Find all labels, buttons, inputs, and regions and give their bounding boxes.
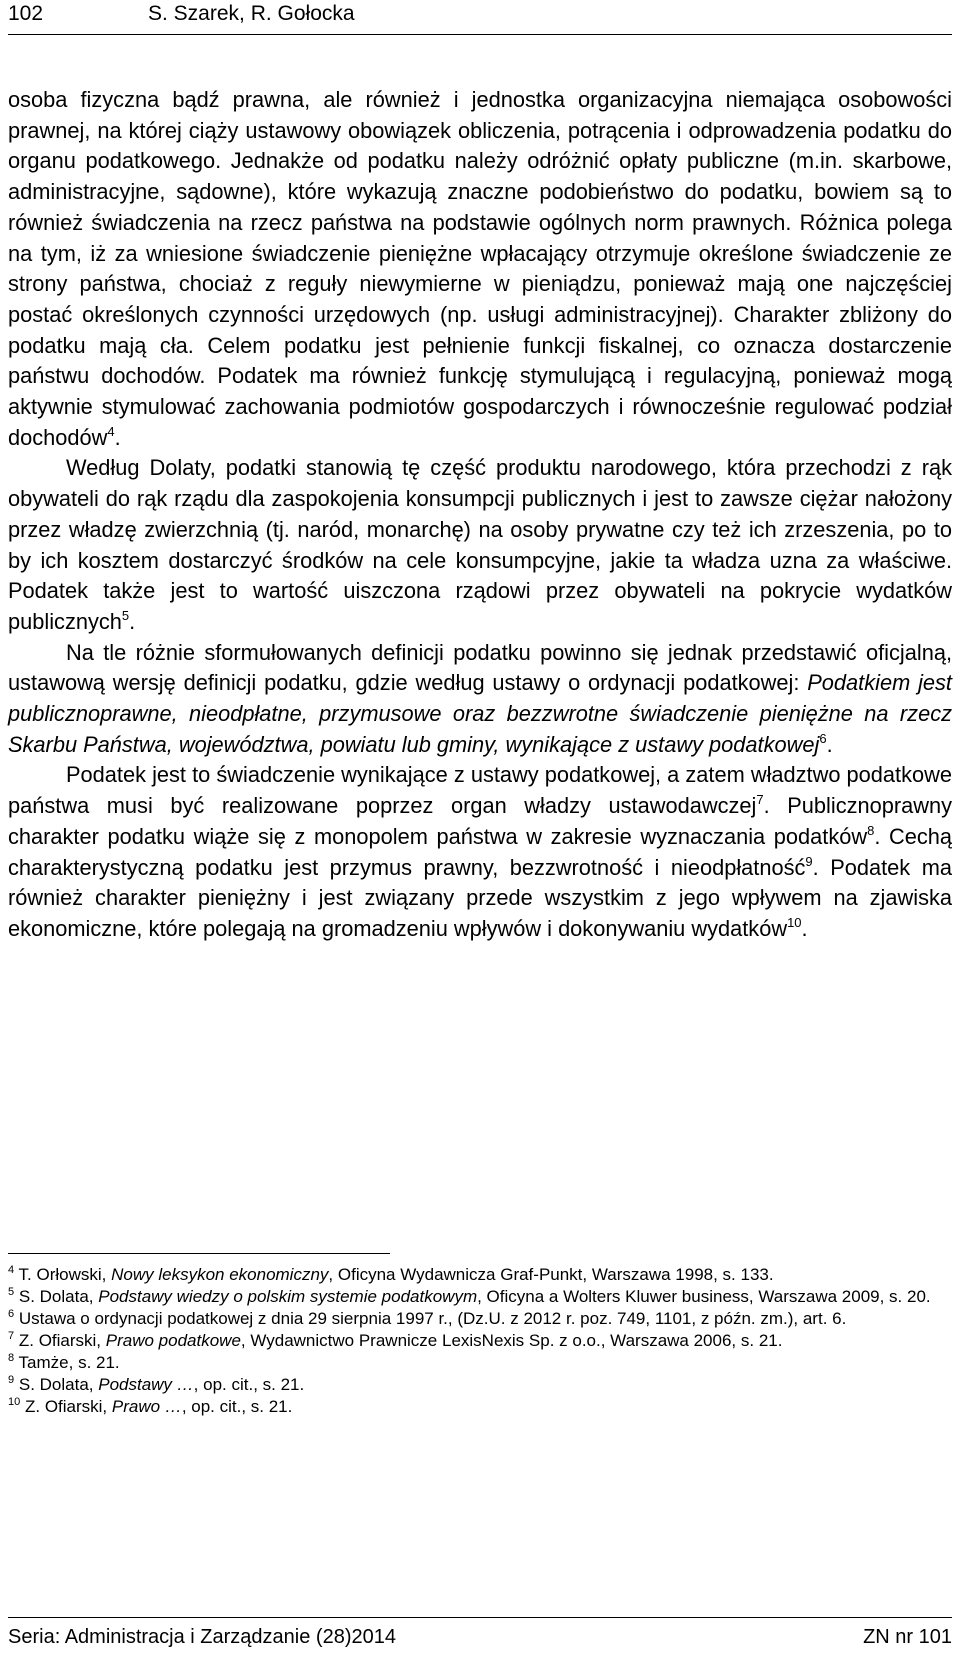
text-run: Ustawa o ordynacji podatkowej z dnia 29 sierpnia 1997 r., (Dz.U. z 2012 r. poz. 749, 1101, z późn. zm.), art. 6.: [18, 1309, 847, 1328]
footnote-ref: 5: [121, 607, 130, 623]
text-run: Z. Ofiarski,: [24, 1397, 112, 1416]
footnote-ref: 10: [787, 914, 802, 930]
page-number: 102: [8, 2, 44, 25]
paragraph: [8, 638, 952, 761]
text-run: Z. Ofiarski,: [18, 1331, 106, 1350]
italic-text: Podatkiem jest publicznoprawne, nieodpłatne, przymusowe oraz bezzwrotne świadczenie pieniężne na rzecz Skarbu Państwa, województwa, powiatu lub gminy, wynikające z ustawy podatkowej: [8, 670, 952, 757]
footnote-ref: 7: [756, 792, 764, 808]
footnote-ref: 9: [805, 853, 813, 869]
italic-text: Prawo podatkowe: [105, 1331, 241, 1350]
footnote-number: 8: [8, 1352, 15, 1364]
text-run: S. Dolata,: [18, 1287, 99, 1306]
text-run: osoba fizyczna bądź prawna, ale również i jednostka organizacyjna niemająca osobowości prawnej, na której ciąży ustawowy obowiązek obliczenia, potrącenia i odprowadzenia podatku do organu podatkowego. Jednakże od podatku należy odróżnić opłaty publiczne (m.in. skarbowe, administracyjne, sądowne), które wykazują znaczne podobieństwo do podatku, bowiem są to również świadczenia na rzecz państwa na podstawie ogólnych norm prawnych. Różnica polega na tym, iż za wniesione świadczenie pieniężne wpłacający otrzymuje określone świadczenie ze strony państwa, chociaż z reguły niewymierne w pieniądzu, ponieważ mają one najczęściej postać określonych czynności urzędowych (np. usługi administracyjnej). Charakter zbliżony do podatku mają cła. Celem podatku jest pełnienie funkcji fiskalnej, co oznacza dostarczenie państwu dochodów. Podatek ma również funkcję stymulującą i regulacyjną, ponieważ mogą aktywnie stymulować zachowania podmiotów gospodarczych i równocześnie regulować podział dochodów: [8, 87, 952, 450]
footnote-ref: 6: [819, 730, 827, 746]
text-run: , Oficyna a Wolters Kluwer business, Warszawa 2009, s. 20.: [477, 1287, 931, 1306]
text-run: S. Dolata,: [18, 1375, 99, 1394]
text-run: .: [129, 608, 136, 634]
text-run: . Podatek ma również charakter pieniężny i jest związany przede wszystkim z jego wpływem na zjawiska ekonomiczne, które polegają na gromadzeniu wpływów i dokonywaniu wydatków: [8, 854, 952, 941]
footnote: [8, 1330, 952, 1352]
footnote-ref: 4: [107, 423, 115, 439]
italic-text: Podstawy …: [98, 1375, 194, 1394]
paragraph: [8, 85, 952, 453]
footnote-number: 10: [8, 1396, 21, 1408]
footnote-number: 9: [8, 1374, 15, 1386]
text-run: . Cechą charakterystyczną podatku jest przymus prawny, bezzwrotność i nieodpłatność: [8, 823, 952, 880]
paragraph: [8, 453, 952, 637]
footnote: [8, 1264, 952, 1286]
footnote-ref: 8: [867, 822, 875, 838]
text-run: T. Orłowski,: [18, 1265, 112, 1284]
italic-text: Nowy leksykon ekonomiczny: [111, 1265, 329, 1284]
text-run: , Oficyna Wydawnicza Graf-Punkt, Warszawa 1998, s. 133.: [328, 1265, 774, 1284]
footnote-number: 6: [8, 1308, 15, 1320]
footnote: [8, 1286, 952, 1308]
footnotes: [8, 1264, 952, 1418]
body-text: [8, 85, 952, 945]
italic-text: Prawo …: [111, 1397, 182, 1416]
text-run: Na tle różnie sformułowanych definicji podatku powinno się jednak przedstawić oficjalną, ustawową wersję definicji podatku, gdzie według ustawy o ordynacji podatkowej:: [8, 639, 952, 696]
text-run: .: [114, 424, 121, 450]
footnote: [8, 1396, 952, 1418]
journal-series: Seria: Administracja i Zarządzanie (28)2014: [8, 1626, 396, 1648]
text-run: , Wydawnictwo Prawnicze LexisNexis Sp. z o.o., Warszawa 2006, s. 21.: [240, 1331, 783, 1350]
text-run: , op. cit., s. 21.: [181, 1397, 293, 1416]
paragraph: [8, 760, 952, 944]
issue-number: ZN nr 101: [863, 1626, 952, 1648]
text-run: .: [826, 731, 833, 757]
footnote-number: 7: [8, 1330, 15, 1342]
text-run: Według Dolaty, podatki stanowią tę część produktu narodowego, która przechodzi z rąk obywateli do rąk rządu dla zaspokojenia konsumpcji publicznych i jest to zawsze ciężar nałożony przez władzę zwierzchnią (tj. naród, monarchę) na osoby prywatne czy też ich zrzeszenia, po to by ich kosztem dostarczyć środków na cele konsumpcyjne, jakie ta władza uzna za właściwe. Podatek także jest to wartość uiszczona rządowi przez obywateli na pokrycie wydatków publicznych: [8, 455, 952, 634]
running-footer: [8, 1617, 952, 1652]
running-head-authors: S. Szarek, R. Gołocka: [148, 2, 355, 25]
text-run: . Publicznoprawny charakter podatku wiąże się z monopolem państwa w zakresie wyznaczania podatków: [8, 793, 953, 849]
text-run: .: [801, 915, 808, 941]
running-header: [8, 0, 952, 35]
footnote-separator: [8, 1253, 390, 1254]
text-run: Podatek jest to świadczenie wynikające z ustawy podatkowej, a zatem władztwo podatkowe państwa musi być realizowane poprzez organ władzy ustawodawczej: [8, 762, 952, 819]
footnote: [8, 1308, 952, 1330]
text-run: , op. cit., s. 21.: [193, 1375, 305, 1394]
footnote-number: 5: [8, 1286, 15, 1298]
footnote: [8, 1352, 952, 1374]
footnote-number: 4: [8, 1264, 15, 1276]
text-run: Tamże, s. 21.: [18, 1353, 120, 1372]
footnote: [8, 1374, 952, 1396]
italic-text: Podstawy wiedzy o polskim systemie podatkowym: [98, 1287, 478, 1306]
